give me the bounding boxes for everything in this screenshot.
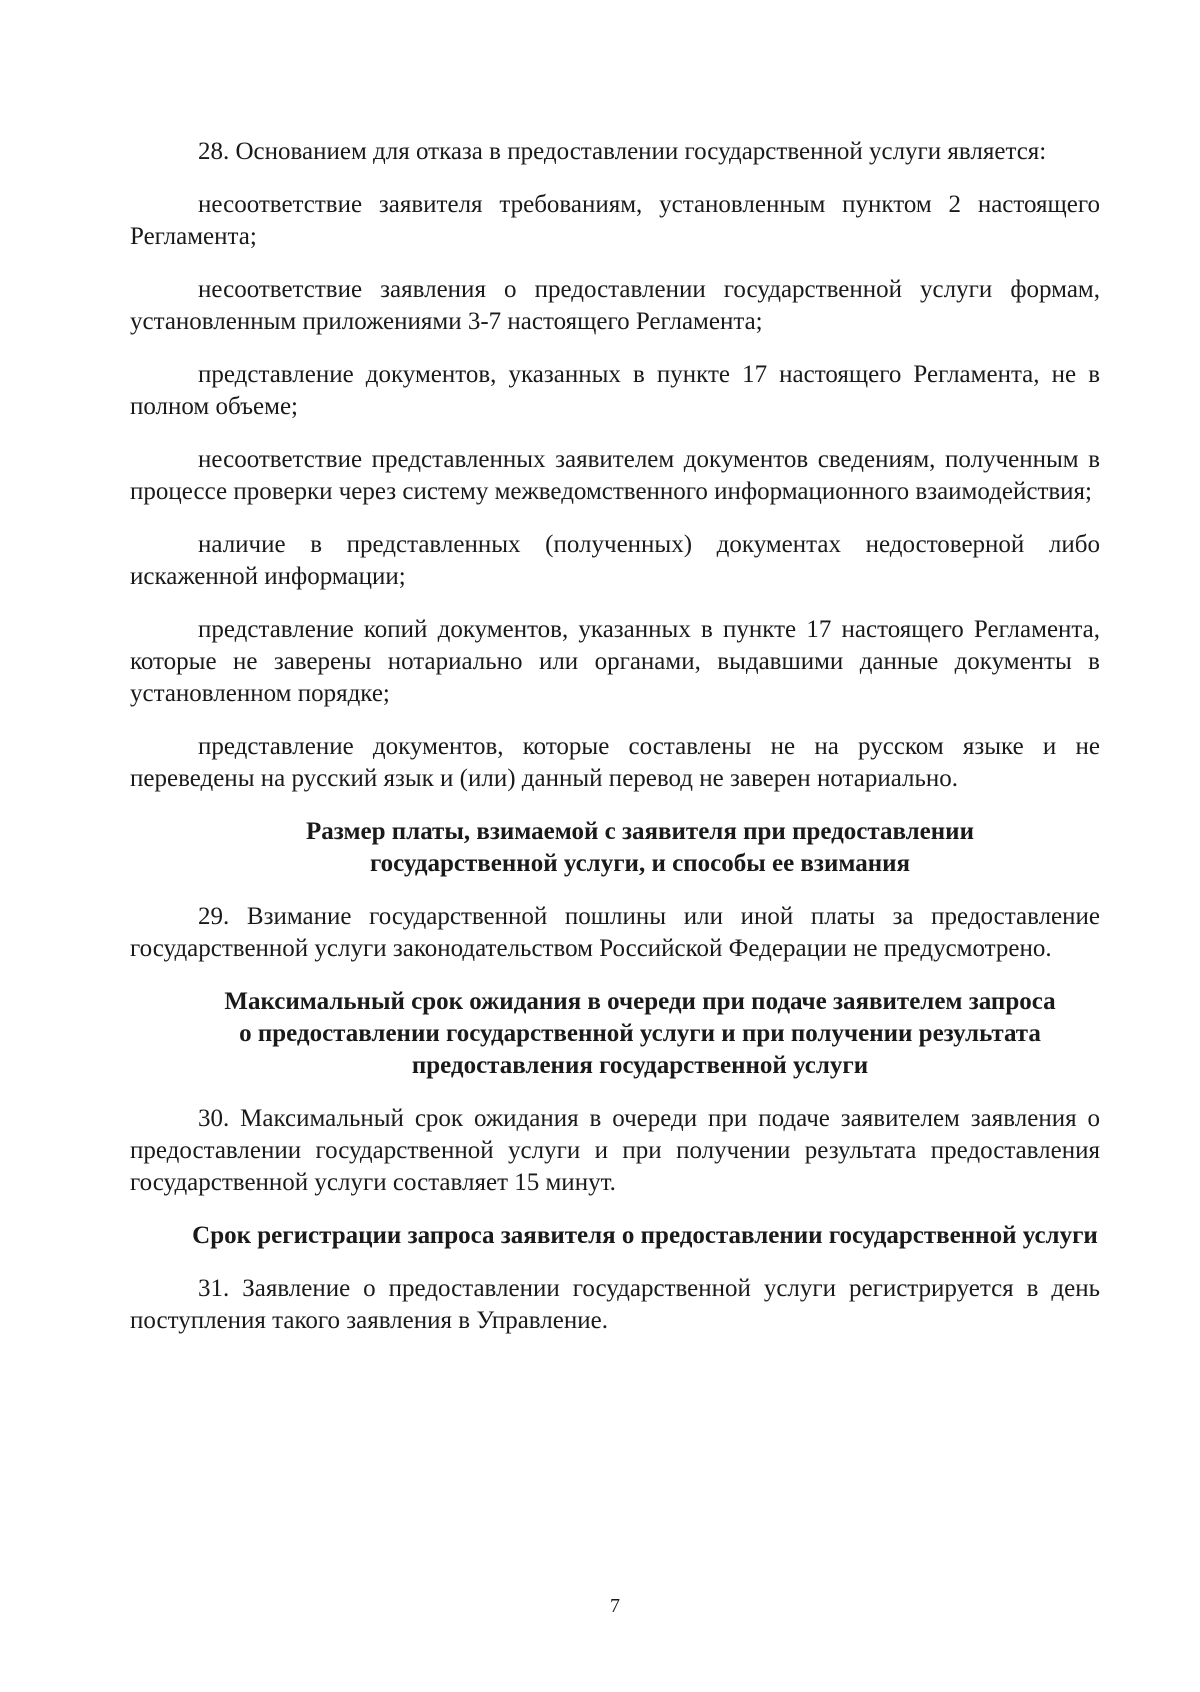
paragraph-30: 30. Максимальный срок ожидания в очереди при подаче заявителем заявления о предоставлении государственной услуги и при получении результата предоставления государственной услуги составляет 15 минут. [130,1105,1100,1196]
refusal-reason-applicant-requirements: несоответствие заявителя требованиям, установленным пунктом 2 настоящего Регламента; [130,191,1100,250]
refusal-reason-incomplete-documents: представление документов, указанных в пункте 17 настоящего Регламента, не в полном объеме; [130,361,1100,420]
page-number: 7 [610,1595,620,1617]
refusal-reason-untranslated-documents: представление документов, которые составлены не на русском языке и не переведены на русский язык и (или) данный перевод не заверен нотариально. [130,733,1100,792]
paragraph-31: 31. Заявление о предоставлении государственной услуги регистрируется в день поступления такого заявления в Управление. [130,1275,1100,1334]
refusal-reason-data-mismatch: несоответствие представленных заявителем документов сведениям, полученным в процессе проверки через систему межведомственного информационного взаимодействия; [130,446,1100,505]
refusal-reason-application-forms: несоответствие заявления о предоставлении государственной услуги формам, установленным приложениями 3-7 настоящего Регламента; [130,276,1100,335]
paragraph-29: 29. Взимание государственной пошлины или иной платы за предоставление государственной услуги законодательством Российской Федерации не предусмотрено. [130,903,1100,962]
section-heading-fee: Размер платы, взимаемой с заявителя при предоставлении государственной услуги, и способы ее взимания [306,818,974,877]
refusal-reason-false-information: наличие в представленных (полученных) документах недостоверной либо искаженной информации; [130,531,1100,590]
document-body [130,136,1100,1358]
paragraph-28-intro: 28. Основанием для отказа в предоставлении государственной услуги является: [198,138,1047,165]
section-heading-registration: Срок регистрации запроса заявителя о предоставлении государственной услуги [192,1222,1098,1249]
refusal-reason-uncertified-copies: представление копий документов, указанных в пункте 17 настоящего Регламента, которые не заверены нотариально или органами, выдавшими данные документы в установленном порядке; [130,616,1100,707]
section-heading-wait-time: Максимальный срок ожидания в очереди при подаче заявителем запроса о предоставлении государственной услуги и при получении результата предоставления государственной услуги [224,988,1056,1079]
